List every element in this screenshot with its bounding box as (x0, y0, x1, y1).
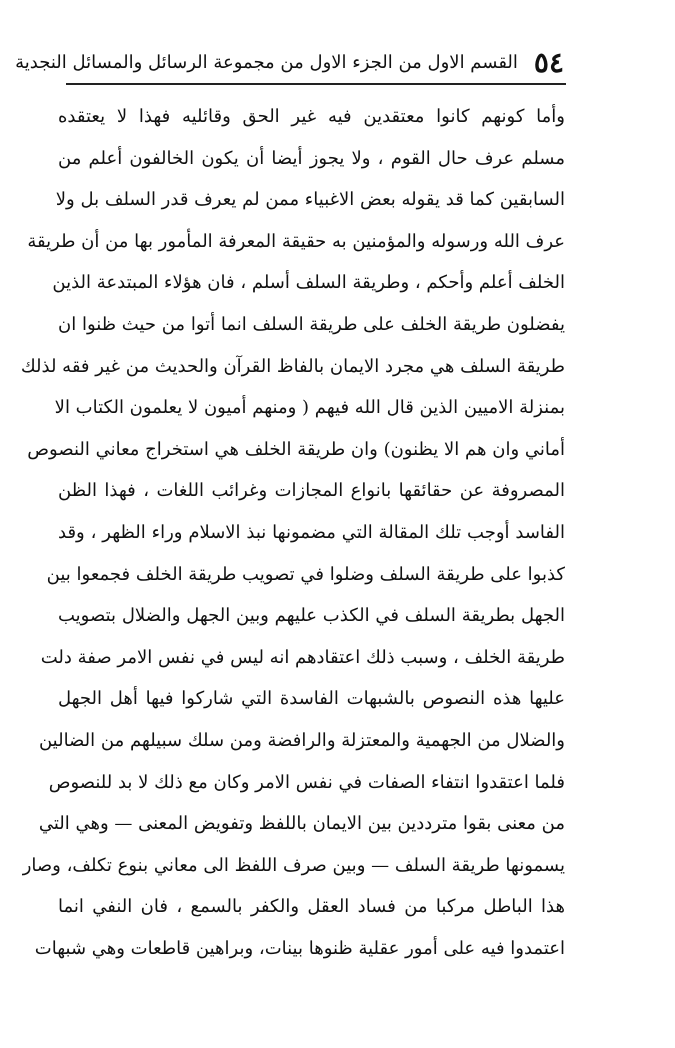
text-line: الفاسد أوجب تلك المقالة التي مضمونها نبذ الاسلام وراء الظهر ، وقد (58, 521, 565, 543)
text-line: عليها هذه النصوص بالشبهات الفاسدة التي شاركوا فيها أهل الجهل (58, 688, 565, 710)
text-line: من معنى بقوا مترددين بين الايمان باللفظ وتفويض المعنى — وهي التي (38, 813, 565, 835)
text-line: هذا الباطل مركبا من فساد العقل والكفر بالسمع ، فان النفي انما (58, 896, 565, 918)
text-line: طريقة السلف هي مجرد الايمان بالفاظ القرآن والحديث من غير فقه لذلك (20, 355, 565, 377)
text-line: فلما اعتقدوا انتفاء الصفات في نفس الامر وكان مع ذلك لا بد للنصوص (48, 771, 565, 793)
text-line: أماني وان هم الا يظنون) وان طريقة الخلف هي استخراج معاني النصوص (27, 438, 565, 460)
text-line: اعتمدوا فيه على أمور عقلية ظنوها بينات، وبراهين قاطعات وهي شبهات (34, 937, 565, 959)
text-line: مسلم عرف حال القوم ، ولا يجوز أيضا أن يكون الخالفون أعلم من (58, 147, 565, 169)
body-text (20, 96, 565, 969)
text-line: يسمونها طريقة السلف — وبين صرف اللفظ الى معاني بنوع تكلف، وصار (22, 854, 565, 876)
text-line: طريقة الخلف ، وسبب ذلك اعتقادهم انه ليس في نفس الامر صفة دلت (40, 646, 565, 668)
text-line: الجهل بطريقة السلف في الكذب عليهم وبين الجهل والضلال بتصويب (58, 605, 565, 627)
text-line: يفضلون طريقة الخلف على طريقة السلف انما أتوا من حيث ظنوا ان (58, 313, 565, 335)
running-title: القسم الاول من الجزء الاول من مجموعة الرسائل والمسائل النجدية (15, 52, 518, 73)
text-line: المصروفة عن حقائقها بانواع المجازات وغرائب اللغات ، فهذا الظن (58, 480, 565, 502)
header-rule (66, 83, 566, 85)
page-number: ٥٤ (533, 46, 564, 79)
text-line: السابقين كما قد يقوله بعض الاغبياء ممن لم يعرف قدر السلف بل ولا (55, 189, 565, 211)
page-header (15, 46, 564, 79)
text-line: الخلف أعلم وأحكم ، وطريقة السلف أسلم ، فان هؤلاء المبتدعة الذين (52, 272, 565, 294)
text-line: وأما كونهم كانوا معتقدين فيه غير الحق وقائليه فهذا لا يعتقده (58, 106, 565, 127)
text-line: كذبوا على طريقة السلف وضلوا في تصويب طريقة الخلف فجمعوا بين (46, 563, 565, 585)
text-line: عرف الله ورسوله والمؤمنين به حقيقة المعرفة المأمور بها من أن طريقة (27, 230, 565, 252)
text-line: بمنزلة الاميين الذين قال الله فيهم ( ومنهم أميون لا يعلمون الكتاب الا (54, 397, 565, 419)
text-line: والضلال من الجهمية والمعتزلة والرافضة ومن سلك سبيلهم من الضالين (38, 729, 565, 751)
